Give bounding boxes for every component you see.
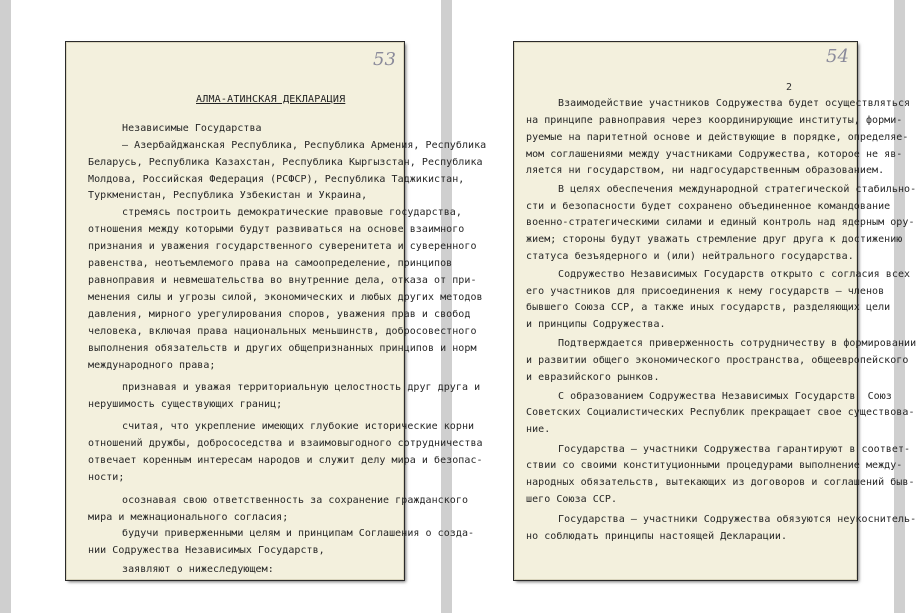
text-line: народных обязательств, вытекающих из договоров и соглашений быв- — [526, 477, 915, 488]
text-line: менения силы и угрозы силой, экономических и любых других методов — [88, 292, 483, 303]
text-line: заявляют о нижеследующем: — [122, 564, 274, 575]
text-line: Подтверждается приверженность сотрудничеству в формировании — [558, 338, 916, 349]
text-line: и развитии общего экономического пространства, общеевропейского — [526, 355, 909, 366]
text-line: равенства, неотъемлемого права на самоопределение, принципов — [88, 258, 453, 269]
text-line: Государства – участники Содружества обязуются неукоснитель- — [558, 514, 916, 525]
text-line: ности; — [88, 472, 125, 483]
text-line: руемые на паритетной основе и действующие в порядке, определяе- — [526, 132, 909, 143]
text-line: и евразийского рынков. — [526, 372, 660, 383]
text-line: Советских Социалистических Республик прекращает свое существова- — [526, 407, 915, 418]
text-line: мира и межнационального согласия; — [88, 512, 289, 523]
left-folio-number: 53 — [373, 49, 396, 70]
text-line: бывшего Союза ССР, а также иных государств, разделяющих цели — [526, 302, 891, 313]
right-page — [514, 42, 916, 580]
text-line: нии Содружества Независимых Государств, — [88, 545, 325, 556]
text-line: на принципе равноправия через координирующие институты, форми- — [526, 115, 903, 126]
text-line: – Азербайджанская Республика, Республика Армения, Республика — [122, 140, 487, 151]
text-line: международного права; — [88, 360, 216, 371]
text-line: Взаимодействие участников Содружества будет осуществляться — [558, 98, 911, 109]
text-line: сти и безопасности будет сохранено объединенное командование — [526, 201, 891, 212]
text-line: отвечает коренным интересам народов и служит делу мира и безопас- — [88, 455, 483, 466]
text-line: равноправия и невмешательства во внутренние дела, отказа от при- — [88, 275, 477, 286]
declaration-title: АЛМА-АТИНСКАЯ ДЕКЛАРАЦИЯ — [196, 94, 346, 105]
text-line: давления, мирного урегулирования споров, уважения прав и свобод — [88, 309, 471, 320]
text-line: жием; стороны будут уважать стремление друг друга к достижению — [526, 234, 903, 245]
text-line: Туркменистан, Республика Узбекистан и Украина, — [88, 190, 368, 201]
center-gutter — [441, 0, 452, 613]
text-line: Государства – участники Содружества гарантируют в соответ- — [558, 444, 911, 455]
text-line: считая, что укрепление имеющих глубокие исторические корни — [122, 421, 475, 432]
text-line: выполнения обязательств и других общепризнанных принципов и норм — [88, 343, 477, 354]
text-line: стремясь построить демократические правовые государства, — [122, 207, 462, 218]
text-line: военно-стратегическими силами и единый контроль над ядерным ору- — [526, 217, 915, 228]
left-page — [66, 42, 487, 580]
text-line: Молдова, Российская Федерация (РСФСР), Республика Таджикистан, — [88, 174, 465, 185]
text-line: ние. — [526, 424, 551, 435]
text-line: отношения между которыми будут развиваться на основе взаимного — [88, 224, 465, 235]
text-line: нерушимость существующих границ; — [88, 399, 283, 410]
text-line: будучи приверженными целям и принципам Соглашения о созда- — [122, 528, 475, 539]
text-line: Содружество Независимых Государств открыто с согласия всех — [558, 269, 911, 280]
text-line: В целях обеспечения международной стратегической стабильно- — [558, 184, 916, 195]
text-line: Беларусь, Республика Казахстан, Республика Кыргызстан, Республика — [88, 157, 483, 168]
text-line: человека, включая права национальных меньшинств, добросовестного — [88, 326, 477, 337]
text-line: С образованием Содружества Независимых Государств Союз — [558, 391, 892, 402]
text-line: Независимые Государства — [122, 123, 262, 134]
text-line: его участников для присоединения к нему государств – членов — [526, 286, 885, 297]
text-line: признания и уважения государственного суверенитета и суверенного — [88, 241, 477, 252]
text-line: шего Союза ССР. — [526, 494, 618, 505]
text-line: мом соглашениями между участниками Содружества, которое не яв- — [526, 149, 903, 160]
text-line: и принципы Содружества. — [526, 319, 666, 330]
left-gutter — [0, 0, 11, 613]
text-line: ствии со своими конституционными процедурами выполнение между- — [526, 460, 903, 471]
page-number: 2 — [786, 82, 793, 93]
text-line: статуса безъядерного и (или) нейтрального государства. — [526, 251, 854, 262]
text-line: ляется ни государством, ни надгосударственным образованием. — [526, 165, 885, 176]
text-line: осознавая свою ответственность за сохранение гражданского — [122, 495, 469, 506]
text-line: признавая и уважая территориальную целостность друг друга и — [122, 382, 481, 393]
right-folio-number: 54 — [826, 46, 849, 67]
text-line: отношений дружбы, добрососедства и взаимовыгодного сотрудничества — [88, 438, 483, 449]
text-line: но соблюдать принципы настоящей Декларации. — [526, 531, 788, 542]
